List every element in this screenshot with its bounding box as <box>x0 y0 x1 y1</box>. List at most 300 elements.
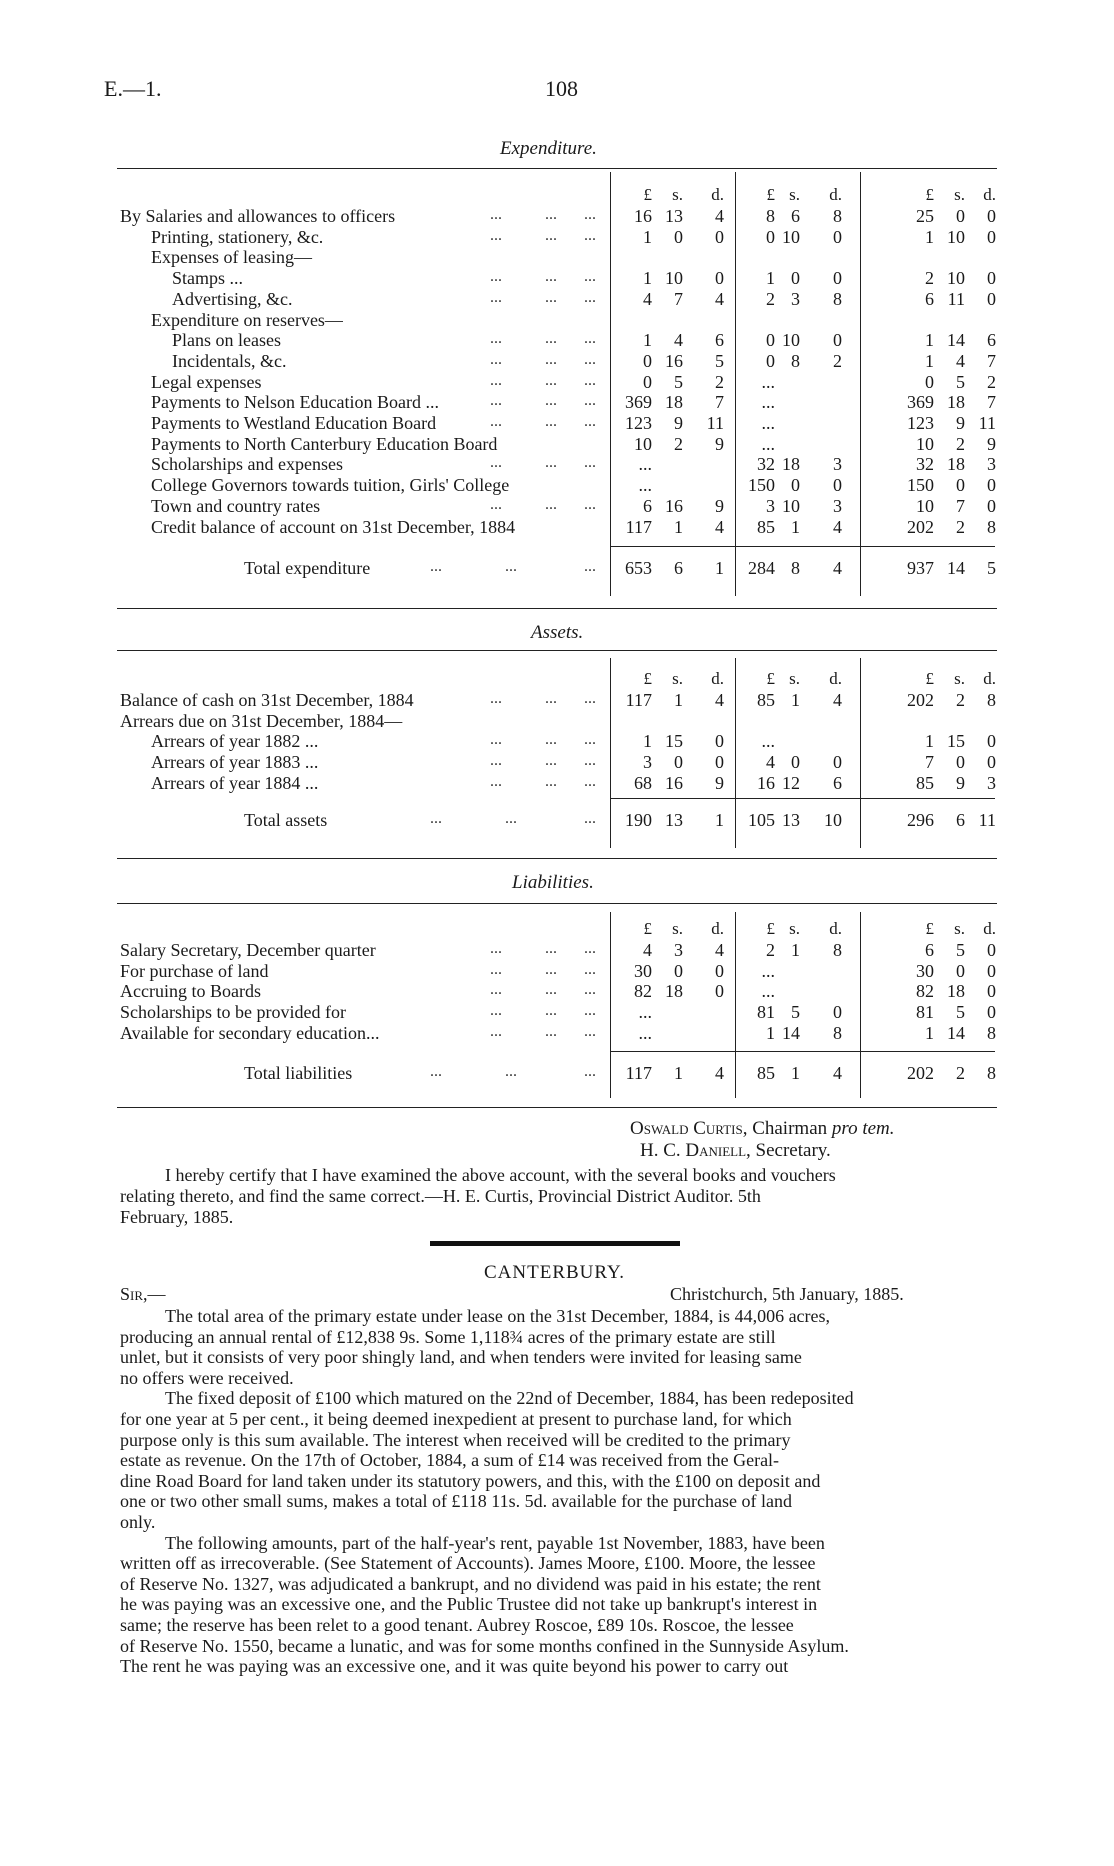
amount-shillings: 10 <box>947 226 965 247</box>
amount-shillings: 13 <box>665 206 683 226</box>
leader-dots: ... <box>584 495 596 513</box>
amount-pounds: 1 <box>925 226 934 247</box>
letter-line: dine Road Board for land taken under its statutory powers, and this, with the £100 on deposit and <box>120 1470 821 1491</box>
subtotal-rule <box>610 1051 995 1052</box>
amount-pounds: ... <box>761 981 775 1002</box>
amount-pounds: 10 <box>916 495 934 516</box>
amount-shillings: 5 <box>956 1002 965 1023</box>
amount-pounds: 202 <box>907 516 934 537</box>
leader-dots: ... <box>545 981 557 999</box>
column-header: £ <box>766 669 775 689</box>
amount-shillings: 0 <box>956 475 965 496</box>
amount-pounds: 150 <box>907 475 934 496</box>
amount-pence: 0 <box>987 960 996 981</box>
amount-pounds: 296 <box>907 810 934 830</box>
amount-pounds: 16 <box>634 206 652 226</box>
amount-pence: 0 <box>987 752 996 773</box>
amount-shillings: 2 <box>956 1063 965 1083</box>
amount-pence: 0 <box>833 268 842 289</box>
amount-pounds: ... <box>761 413 775 433</box>
column-header: s. <box>954 919 965 939</box>
page-ref: E.—1. <box>104 76 162 101</box>
amount-pounds: 1 <box>643 330 652 351</box>
column-header: s. <box>954 669 965 689</box>
amount-pounds: ... <box>638 1022 652 1043</box>
column-header: d. <box>983 185 996 205</box>
leader-dots: ... <box>490 960 502 978</box>
leader-dots: ... <box>545 226 557 244</box>
leader-dots: ... <box>545 288 557 306</box>
amount-pence: 4 <box>715 940 724 960</box>
amount-shillings: 4 <box>674 330 683 351</box>
amount-pence: 3 <box>833 454 842 475</box>
amount-shillings: 0 <box>674 960 683 981</box>
leader-dots: ... <box>505 810 517 827</box>
secretary-name: H. C. Daniell <box>640 1140 747 1161</box>
amount-shillings: 6 <box>956 810 965 830</box>
leader-dots: ... <box>584 690 596 707</box>
leader-dots: ... <box>490 1022 502 1040</box>
amount-shillings: 2 <box>674 433 683 454</box>
amount-pounds: 30 <box>634 960 652 981</box>
amount-pence: 9 <box>987 433 996 454</box>
amount-shillings: 1 <box>674 516 683 537</box>
amount-shillings: 18 <box>947 454 965 475</box>
amount-pence: 2 <box>833 350 842 371</box>
amount-pence: 0 <box>833 1002 842 1023</box>
leader-dots: ... <box>584 206 596 223</box>
amount-pence: 4 <box>833 1063 842 1083</box>
leader-dots: ... <box>490 288 502 306</box>
amount-shillings: 11 <box>947 288 965 309</box>
amount-pounds: 2 <box>766 288 775 309</box>
amount-pounds: 85 <box>757 690 775 710</box>
amount-pence: 7 <box>987 350 996 371</box>
leader-dots: ... <box>430 1063 442 1080</box>
amount-pounds: 284 <box>748 558 775 578</box>
leader-dots: ... <box>584 752 596 770</box>
leader-dots: ... <box>490 940 502 957</box>
amount-pounds: 82 <box>634 981 652 1002</box>
row-label: Payments to Westland Education Board <box>151 413 437 433</box>
amount-pounds: 937 <box>907 558 934 578</box>
amount-pence: 0 <box>715 960 724 981</box>
amount-pence: 8 <box>833 206 842 226</box>
amount-pounds: 202 <box>907 1063 934 1083</box>
amount-shillings: 18 <box>947 981 965 1002</box>
letter-line: estate as revenue. On the 17th of October, 1884, a sum of £14 was received from the Geral- <box>120 1450 780 1471</box>
row-label: Salary Secretary, December quarter <box>120 940 376 960</box>
row-label: Arrears of year 1883 ... <box>151 752 319 773</box>
amount-shillings: 1 <box>674 1063 683 1083</box>
amount-pence: 3 <box>987 772 996 793</box>
letter-line: of Reserve No. 1550, became a lunatic, and was for some months confined in the Sunnyside Asylum. <box>120 1635 849 1656</box>
amount-pounds: 1 <box>925 731 934 752</box>
amount-pence: 0 <box>833 752 842 773</box>
amount-pounds: 1 <box>643 731 652 752</box>
column-rule <box>610 172 611 596</box>
amount-pence: 0 <box>715 731 724 752</box>
amount-pounds: 8 <box>766 206 775 226</box>
amount-pounds: 85 <box>757 1063 775 1083</box>
column-header: s. <box>789 919 800 939</box>
amount-pounds: 10 <box>634 433 652 454</box>
amount-pounds: ... <box>761 960 775 981</box>
amount-pence: 0 <box>987 495 996 516</box>
amount-pounds: 81 <box>757 1002 775 1023</box>
amount-pounds: 81 <box>916 1002 934 1023</box>
amount-shillings: 0 <box>674 752 683 773</box>
amount-pounds: 0 <box>643 371 652 392</box>
amount-pounds: 1 <box>643 268 652 289</box>
leader-dots: ... <box>490 752 502 770</box>
amount-pounds: 2 <box>925 268 934 289</box>
amount-pence: 5 <box>715 350 724 371</box>
amount-pence: 8 <box>987 1063 996 1083</box>
leader-dots: ... <box>545 330 557 348</box>
place-date: Christchurch, 5th January, 1885. <box>670 1284 904 1304</box>
column-header: £ <box>766 185 775 205</box>
letter-line: no offers were received. <box>120 1367 294 1388</box>
leader-dots: ... <box>545 268 557 286</box>
amount-pence: 0 <box>987 206 996 226</box>
amount-pence: 8 <box>833 940 842 960</box>
amount-pounds: 123 <box>625 413 652 433</box>
amount-shillings: 10 <box>782 495 800 516</box>
column-header: d. <box>711 669 724 689</box>
amount-pounds: 105 <box>748 810 775 830</box>
amount-pence: 0 <box>715 752 724 773</box>
leader-dots: ... <box>584 940 596 957</box>
amount-shillings: 5 <box>956 940 965 960</box>
column-header: s. <box>672 919 683 939</box>
row-label: Arrears due on 31st December, 1884— <box>120 710 403 731</box>
leader-dots: ... <box>545 350 557 368</box>
amount-pounds: 30 <box>916 960 934 981</box>
letter-line: of Reserve No. 1327, was adjudicated a bankrupt, and no dividend was paid in his estate; the rent <box>120 1573 821 1594</box>
amount-shillings: 8 <box>791 350 800 371</box>
amount-pounds: 4 <box>643 288 652 309</box>
column-header: d. <box>711 185 724 205</box>
letter-line: one or two other small sums, makes a total of £118 11s. 5d. available for the purchase of land <box>120 1491 792 1512</box>
total-label: Total liabilities <box>244 1063 353 1083</box>
amount-shillings: 18 <box>947 392 965 413</box>
amount-pounds: 653 <box>625 558 652 578</box>
leader-dots: ... <box>584 772 596 790</box>
amount-pence: 8 <box>987 516 996 537</box>
row-label: Arrears of year 1884 ... <box>151 772 319 793</box>
amount-pence: 6 <box>987 330 996 351</box>
leader-dots: ... <box>505 558 517 575</box>
expenditure-title: Expenditure. <box>500 138 597 159</box>
column-header: d. <box>983 669 996 689</box>
amount-pounds: 10 <box>916 433 934 454</box>
amount-pence: 0 <box>987 288 996 309</box>
column-rule <box>735 172 736 596</box>
amount-pence: 1 <box>715 810 724 830</box>
letter-line: same; the reserve has been relet to a good tenant. Aubrey Roscoe, £89 10s. Roscoe, the lessee <box>120 1615 794 1635</box>
chairman-name: Oswald Curtis <box>630 1118 743 1139</box>
canterbury-heading: CANTERBURY. <box>484 1262 626 1283</box>
amount-shillings: 8 <box>791 558 800 578</box>
amount-pounds: 1 <box>925 330 934 351</box>
amount-shillings: 16 <box>665 350 683 371</box>
amount-pence: 3 <box>987 454 996 475</box>
amount-shillings: 18 <box>665 981 683 1002</box>
signature-secretary <box>640 1140 831 1162</box>
row-label: Printing, stationery, &c. <box>151 226 324 247</box>
amount-shillings: 0 <box>956 960 965 981</box>
row-label: Credit balance of account on 31st December, 1884 <box>151 516 516 537</box>
amount-pounds: 82 <box>916 981 934 1002</box>
letter-line: The following amounts, part of the half-year's rent, payable 1st November, 1883, have been <box>165 1532 825 1553</box>
amount-pence: 4 <box>715 516 724 537</box>
leader-dots: ... <box>545 960 557 978</box>
amount-pence: 10 <box>824 810 842 830</box>
amount-pence: 0 <box>987 981 996 1002</box>
amount-pounds: 32 <box>916 454 934 475</box>
amount-pounds: 6 <box>925 940 934 960</box>
amount-pounds: 7 <box>925 752 934 773</box>
assets-title: Assets. <box>531 622 584 643</box>
amount-shillings: 18 <box>782 454 800 475</box>
amount-pounds: 369 <box>907 392 934 413</box>
amount-pounds: 0 <box>643 350 652 371</box>
amount-pounds: 1 <box>925 350 934 371</box>
amount-pence: 3 <box>833 495 842 516</box>
column-header: d. <box>829 669 842 689</box>
leader-dots: ... <box>545 371 557 389</box>
row-label: Legal expenses <box>151 371 262 392</box>
amount-shillings: 16 <box>665 772 683 793</box>
amount-shillings: 3 <box>674 940 683 960</box>
amount-pounds: 16 <box>757 772 775 793</box>
leader-dots: ... <box>490 350 502 368</box>
rule <box>117 1107 997 1108</box>
amount-pounds: 6 <box>643 495 652 516</box>
amount-pence: 0 <box>833 475 842 496</box>
amount-pounds: ... <box>761 731 775 752</box>
column-rule <box>860 172 861 596</box>
leader-dots: ... <box>584 1063 596 1080</box>
amount-pounds: 1 <box>766 1022 775 1043</box>
column-rule <box>860 912 861 1098</box>
leader-dots: ... <box>545 413 557 430</box>
leader-dots: ... <box>545 731 557 749</box>
row-label: For purchase of land <box>120 960 269 981</box>
column-header: s. <box>789 669 800 689</box>
certify-line: relating thereto, and find the same correct.—H. E. Curtis, Provincial District Auditor. 5th <box>120 1186 761 1206</box>
letter-line: The fixed deposit of £100 which matured on the 22nd of December, 1884, has been redeposited <box>165 1388 854 1409</box>
amount-pounds: 190 <box>625 810 652 830</box>
subtotal-rule <box>610 546 995 547</box>
amount-pounds: 4 <box>643 940 652 960</box>
letter-line: producing an annual rental of £12,838 9s. Some 1,118¾ acres of the primary estate are still <box>120 1326 776 1347</box>
leader-dots: ... <box>584 350 596 368</box>
certify-line: February, 1885. <box>120 1207 234 1227</box>
row-label: Town and country rates <box>151 495 321 516</box>
amount-shillings: 1 <box>791 516 800 537</box>
row-label: Accruing to Boards <box>120 981 261 1002</box>
amount-pounds: 1 <box>643 226 652 247</box>
amount-pounds: ... <box>638 475 652 496</box>
amount-pounds: 0 <box>925 371 934 392</box>
column-header: s. <box>672 669 683 689</box>
amount-pounds: 1 <box>925 1022 934 1043</box>
amount-shillings: 10 <box>665 268 683 289</box>
leader-dots: ... <box>490 981 502 999</box>
amount-pence: 0 <box>987 475 996 496</box>
row-label: By Salaries and allowances to officers <box>120 206 396 226</box>
amount-shillings: 14 <box>947 558 965 578</box>
amount-shillings: 0 <box>791 268 800 289</box>
rule <box>117 608 997 609</box>
leader-dots: ... <box>545 690 557 707</box>
amount-shillings: 13 <box>782 810 800 830</box>
row-label: College Governors towards tuition, Girls' College <box>151 475 510 496</box>
row-label: Scholarships and expenses <box>151 454 343 475</box>
column-header: d. <box>829 919 842 939</box>
amount-pence: 0 <box>987 731 996 752</box>
leader-dots: ... <box>505 1063 517 1080</box>
column-header: £ <box>643 919 652 939</box>
rule <box>117 650 997 651</box>
leader-dots: ... <box>545 1022 557 1040</box>
letter-line: he was paying was an excessive one, and the Public Trustee did not take up bankrupt's interest in <box>120 1594 818 1615</box>
total-label: Total assets <box>244 810 328 830</box>
amount-pence: 4 <box>833 516 842 537</box>
leader-dots: ... <box>490 330 502 348</box>
amount-pence: 0 <box>833 226 842 247</box>
leader-dots: ... <box>490 454 502 472</box>
amount-pence: 7 <box>715 392 724 413</box>
amount-shillings: 15 <box>665 731 683 752</box>
leader-dots: ... <box>545 454 557 472</box>
amount-shillings: 1 <box>791 690 800 710</box>
column-rule <box>735 912 736 1098</box>
row-label: Balance of cash on 31st December, 1884 <box>120 690 414 710</box>
amount-shillings: 9 <box>674 413 683 433</box>
amount-pounds: 117 <box>625 1063 652 1083</box>
amount-pence: 11 <box>978 810 996 830</box>
amount-pence: 0 <box>987 226 996 247</box>
amount-pence: 9 <box>715 495 724 516</box>
leader-dots: ... <box>545 752 557 770</box>
amount-pence: 4 <box>715 206 724 226</box>
column-rule <box>610 658 611 848</box>
amount-pounds: 1 <box>766 268 775 289</box>
letter-line: only. <box>120 1512 156 1532</box>
amount-pounds: 0 <box>766 350 775 371</box>
amount-pence: 0 <box>715 981 724 1002</box>
amount-pence: 5 <box>987 558 996 578</box>
amount-pence: 4 <box>833 690 842 710</box>
amount-pounds: 32 <box>757 454 775 475</box>
leader-dots: ... <box>584 392 596 410</box>
amount-shillings: 16 <box>665 495 683 516</box>
amount-shillings: 0 <box>956 206 965 226</box>
letter-line: unlet, but it consists of very poor shingly land, and when tenders were invited for leasing same <box>120 1347 802 1368</box>
amount-shillings: 10 <box>782 226 800 247</box>
amount-pounds: ... <box>638 454 652 475</box>
column-header: s. <box>954 185 965 205</box>
column-rule <box>735 658 736 848</box>
column-rule <box>610 912 611 1098</box>
amount-shillings: 15 <box>947 731 965 752</box>
row-label: Stamps ... <box>172 268 244 289</box>
leader-dots: ... <box>584 981 596 999</box>
amount-shillings: 9 <box>956 772 965 793</box>
amount-pounds: ... <box>638 1002 652 1023</box>
column-header: d. <box>983 919 996 939</box>
pro-tem: pro tem. <box>831 1118 895 1139</box>
amount-pence: 9 <box>715 433 724 454</box>
amount-shillings: 14 <box>947 330 965 351</box>
leader-dots: ... <box>545 206 557 223</box>
amount-pence: 8 <box>987 690 996 710</box>
leader-dots: ... <box>584 226 596 244</box>
amount-shillings: 18 <box>665 392 683 413</box>
amount-pence: 1 <box>715 558 724 578</box>
amount-shillings: 6 <box>674 558 683 578</box>
amount-shillings: 5 <box>674 371 683 392</box>
amount-pence: 2 <box>715 371 724 392</box>
amount-pounds: ... <box>761 433 775 454</box>
leader-dots: ... <box>490 1002 502 1020</box>
letter-line: written off as irrecoverable. (See Statement of Accounts). James Moore, £100. Moore, the lessee <box>120 1553 816 1574</box>
amount-shillings: 14 <box>782 1022 800 1043</box>
amount-pounds: 3 <box>766 495 775 516</box>
amount-shillings: 5 <box>956 371 965 392</box>
leader-dots: ... <box>584 1022 596 1040</box>
amount-pounds: 85 <box>757 516 775 537</box>
amount-shillings: 0 <box>956 752 965 773</box>
amount-pounds: 2 <box>766 940 775 960</box>
amount-pence: 11 <box>978 413 996 433</box>
leader-dots: ... <box>490 413 502 430</box>
leader-dots: ... <box>490 206 502 223</box>
amount-pounds: ... <box>761 392 775 413</box>
amount-shillings: 13 <box>665 810 683 830</box>
amount-pence: 8 <box>833 288 842 309</box>
section-divider <box>430 1241 680 1246</box>
amount-pounds: ... <box>761 371 775 392</box>
leader-dots: ... <box>584 558 596 575</box>
amount-pounds: 117 <box>625 690 652 710</box>
certify-line: I hereby certify that I have examined the above account, with the several books and vouchers <box>165 1165 836 1185</box>
rule <box>117 903 997 904</box>
liabilities-title: Liabilities. <box>512 872 594 893</box>
amount-pence: 0 <box>987 940 996 960</box>
chairman-role: , Chairman <box>742 1118 832 1139</box>
amount-pence: 11 <box>706 413 724 433</box>
total-label: Total expenditure <box>244 558 371 578</box>
leader-dots: ... <box>545 940 557 957</box>
leader-dots: ... <box>490 495 502 513</box>
amount-shillings: 2 <box>956 433 965 454</box>
amount-pence: 7 <box>987 392 996 413</box>
row-label: Expenses of leasing— <box>151 247 312 268</box>
leader-dots: ... <box>490 371 502 389</box>
leader-dots: ... <box>584 371 596 389</box>
leader-dots: ... <box>545 392 557 410</box>
amount-shillings: 10 <box>782 330 800 351</box>
column-header: £ <box>925 919 934 939</box>
letter-line: The rent he was paying was an excessive one, and it was quite beyond his power to carry out <box>120 1656 789 1677</box>
column-header: £ <box>643 185 652 205</box>
amount-pounds: 117 <box>625 516 652 537</box>
amount-pounds: 3 <box>643 752 652 773</box>
